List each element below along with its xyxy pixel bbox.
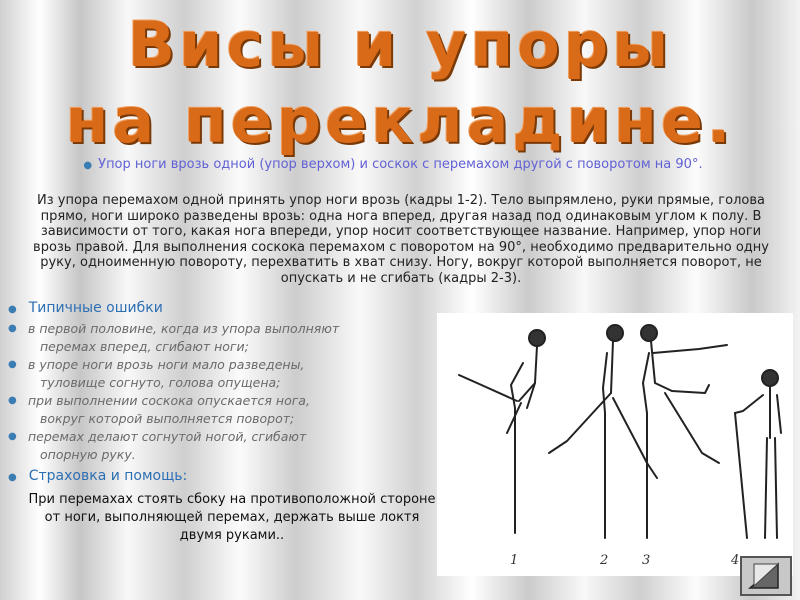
- gymnast-illustration: [437, 313, 793, 576]
- frame-label: 3: [642, 553, 651, 568]
- list-item: [8, 392, 428, 428]
- gymnast-body: [611, 341, 613, 393]
- list-item: [8, 428, 428, 464]
- bullet-icon: ●: [8, 472, 17, 483]
- bullet-icon: ●: [8, 359, 17, 370]
- bullet-icon: ●: [8, 304, 17, 315]
- gymnast-head: [762, 370, 778, 386]
- gymnast-body: [519, 346, 537, 401]
- exercise-description: Из упора перемахом одной принять упор ноги врозь (кадры 1-2). Тело выпрямлено, руки прямые, голова прямо, ноги широко разведены врозь: одна нога вперед, другая назад под одинаковым углом к полу. В зависимости от того, какая нога впереди, упор носит соответствующее название. Например, упор ноги врозь правой. Для выполнения соскока перемахом с поворотом на 90°, необходимо предварительно одну руку, одноименную повороту, перехватить в хват снизу. Ногу, вокруг которой выполняется поворот, не опускать и не сгибать (кадры 2-3).: [33, 193, 769, 286]
- exercise-heading-text: Упор ноги врозь одной (упор верхом) и соскок с перемахом другой с поворотом на 90°.: [98, 157, 703, 172]
- error-line: опорную руку.: [40, 447, 136, 462]
- gymnast-body: [651, 341, 672, 391]
- bullet-icon: ●: [8, 323, 17, 334]
- help-heading: [8, 468, 187, 484]
- errors-heading-text: Типичные ошибки: [28, 300, 163, 316]
- slide-title-line1: Висы и упоры: [127, 8, 673, 81]
- frame-label: 2: [600, 553, 609, 568]
- help-text: При перемахах стоять сбоку на противоположной стороне от ноги, выполняющей перемах, держать выше локтя двумя руками..: [28, 492, 436, 543]
- error-line: в первой половине, когда из упора выполняют: [28, 321, 340, 336]
- slide-title-line2: на перекладине.: [65, 84, 735, 157]
- nav-arrow-icon: [742, 558, 790, 594]
- gymnast-head: [607, 325, 623, 341]
- frame-label: 1: [510, 553, 519, 568]
- exercise-heading: [8, 157, 778, 174]
- error-line: перемах вперед, сгибают ноги;: [40, 339, 249, 354]
- list-item: [8, 356, 428, 392]
- frame-label: 4: [731, 553, 740, 568]
- support-pole: [735, 413, 747, 538]
- list-item: [8, 320, 428, 356]
- gymnast-frames-svg: [437, 313, 793, 576]
- bullet-icon: ●: [83, 160, 93, 171]
- error-line: при выполнении соскока опускается нога,: [28, 393, 310, 408]
- error-line: перемах делают согнутой ногой, сгибают: [28, 429, 307, 444]
- bullet-icon: ●: [8, 395, 17, 406]
- gymnast-head: [529, 330, 545, 346]
- help-heading-text: Страховка и помощь:: [28, 468, 188, 484]
- error-line: в упоре ноги врозь ноги мало разведены,: [28, 357, 305, 372]
- error-line: туловище согнуто, голова опущена;: [40, 375, 281, 390]
- gymnast-head: [641, 325, 657, 341]
- next-slide-button[interactable]: [740, 556, 792, 596]
- error-line: вокруг которой выполняется поворот;: [40, 411, 295, 426]
- errors-heading: [8, 300, 163, 316]
- bullet-icon: ●: [8, 431, 17, 442]
- errors-list: [8, 320, 428, 464]
